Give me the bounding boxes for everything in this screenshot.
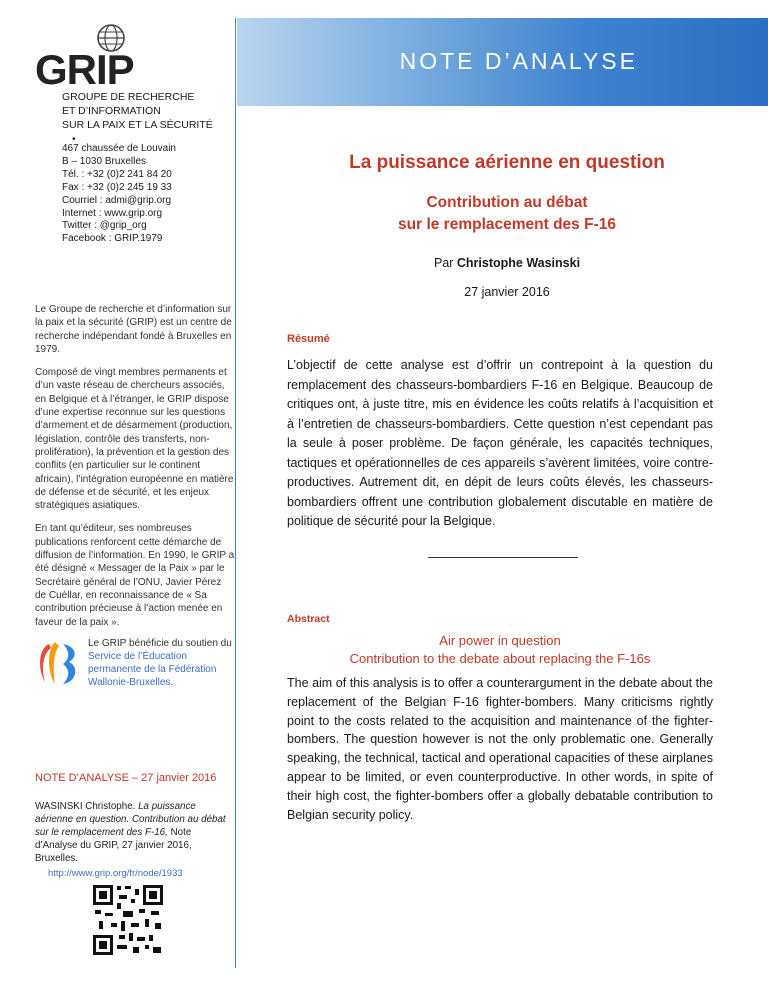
resume-label: Résumé: [287, 333, 330, 345]
document-subtitle: [282, 192, 732, 236]
address-line: 467 chaussée de Louvain: [62, 143, 176, 154]
abstract-text: The aim of this analysis is to offer a counterargument in the debate about the replacement of the Belgian F-16 fighter-bombers. Many criticisms rightly point to the costs related to the acquisition and maintenance of the fighter-bombers. The question however is not the only problematic one. Generally speaking, the technical, tactical and operational capacities of these airplanes appear to be limited, or even counterproductive. In other words, in spite of their high cost, the fighter-bombers offer a globally debatable contribution to Belgian security policy.: [287, 676, 713, 822]
logo-word: GRIP: [35, 46, 134, 93]
sidebar-about: [35, 303, 235, 639]
abstract-subtitle: Contribution to the debate about replacing the F-16s: [349, 651, 651, 666]
publication-date: 27 janvier 2016: [464, 285, 550, 299]
sidebar-paragraph: Le Groupe de recherche et d’information sur la paix et la sécurité (GRIP) est un centre de recherche indépendant fondé à Bruxelles en 1979.: [35, 304, 232, 355]
document-title: La puissance aérienne en question: [349, 152, 665, 173]
support-suffix: .: [170, 677, 174, 688]
address-line: Fax : +32 (0)2 245 19 33: [62, 181, 172, 193]
citation-rest: Note d’Analyse du GRIP, 27 janvier 2016, Bruxelles.: [35, 827, 192, 864]
address-line: Twitter : @grip_org: [62, 220, 147, 232]
qr-code-icon[interactable]: [91, 883, 165, 957]
address-line: Internet : www.grip.org: [62, 207, 163, 219]
support-note: [88, 637, 233, 689]
org-name-line: ET D’INFORMATION: [62, 105, 161, 117]
note-date: NOTE D’ANALYSE – 27 janvier 2016: [35, 772, 217, 784]
resume-text: L’objectif de cette analyse est d’offrir un contrepoint à la question du remplacement des chasseurs-bombardiers F-16 en Belgique. Beaucoup de critiques ont, à juste titre, mis en évidence les coûts relatifs à l’acquisition et à l’entretien de chasseurs-bombardiers. Cette question n’est cependant pas la seule à poser problème. De façon générale, les capacités techniques, tactiques et opérationnelles de ces appareils s’avèrent limitées, voire contre-productives. Autrement dit, en dépit de leurs coûts élevés, les chasseurs-bombardiers offrent une contribution globalement discutable en matière de politique de sécurité pour la Belgique.: [287, 358, 713, 528]
org-name-line: GROUPE DE RECHERCHE: [62, 91, 195, 103]
address-line: B – 1030 Bruxelles: [62, 155, 146, 167]
address-line: Facebook : GRIP.1979: [62, 233, 163, 245]
fwb-logo-icon: [35, 638, 81, 688]
support-prefix: Le GRIP bénéficie du soutien du: [88, 638, 232, 649]
citation-author: WASINSKI Christophe.: [35, 801, 139, 812]
document-url[interactable]: http://www.grip.org/fr/node/1933: [48, 868, 183, 879]
org-address: [62, 143, 258, 246]
support-link[interactable]: Service de l’Éducation permanente de la Fédération Wallonie-Bruxelles: [88, 651, 217, 688]
abstract-title: Air power in question: [439, 633, 561, 648]
abstract-label: Abstract: [287, 613, 330, 625]
address-line: Tél. : +32 (0)2 241 84 20: [62, 168, 172, 180]
bullet: •: [72, 133, 76, 145]
subtitle-line: Contribution au débat: [426, 194, 588, 211]
citation: [35, 800, 235, 865]
by-prefix: Par: [433, 256, 457, 270]
org-name: [62, 90, 258, 146]
sidebar-paragraph: En tant qu’éditeur, ses nombreuses publications renforcent cette démarche de diffusion de l’information. En 1990, le GRIP a été désigné « Messager de la Paix » par le Secrétaire général de l’ONU, Javier Pérez de Cuéllar, en reconnaissance de « Sa contribution précieuse à l’action menée en faveur de la paix ».: [35, 523, 235, 628]
section-divider: [428, 557, 578, 558]
org-name-line: SUR LA PAIX ET LA SÉCURITÉ: [62, 119, 213, 131]
author-name: Christophe Wasinski: [456, 256, 581, 270]
subtitle-line: sur le remplacement des F-16: [398, 216, 616, 233]
address-line: Courriel : admi@grip.org: [62, 194, 172, 206]
grip-logo: [35, 22, 135, 92]
header-banner: [237, 18, 768, 106]
byline: [282, 256, 732, 270]
banner-title: NOTE D’ANALYSE: [399, 48, 638, 74]
citation-title: La puissance aérienne en question. Contribution au débat sur le remplacement des F-16,: [35, 801, 226, 838]
sidebar-paragraph: Composé de vingt membres permanents et d’un vaste réseau de chercheurs associés, en Belgique et à l’étranger, le GRIP dispose d’une expertise reconnue sur les questions d’armement et de désarmement (production, législation, contrôle des transferts, non-prolifération), la prévention et la gestion des conflits (en particulier sur le continent africain), l’intégration européenne en matière de défense et de sécurité, et les enjeux stratégiques asiatiques.: [35, 367, 234, 512]
